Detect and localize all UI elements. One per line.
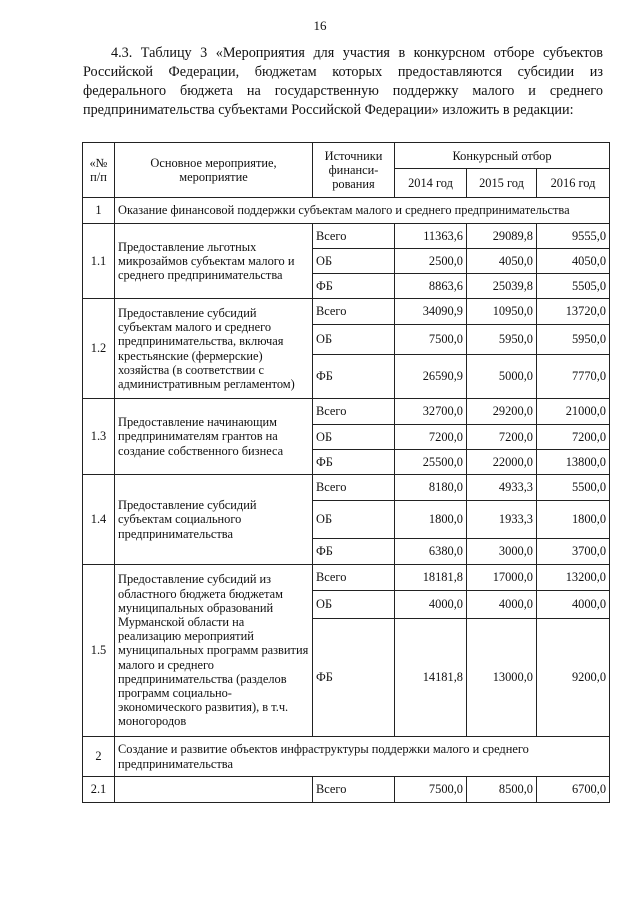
value-2016: 13800,0 <box>537 450 610 475</box>
value-2014: 2500,0 <box>395 249 467 274</box>
value-2014: 7500,0 <box>395 325 467 355</box>
header-2016: 2016 год <box>537 169 610 198</box>
value-2014: 4000,0 <box>395 591 467 619</box>
value-2016: 21000,0 <box>537 399 610 425</box>
value-2016: 3700,0 <box>537 539 610 565</box>
table-row <box>83 299 610 325</box>
value-2015: 5000,0 <box>467 355 537 399</box>
value-2016: 9200,0 <box>537 619 610 737</box>
row-activity: Предоставление субсидий субъектам малого и среднего предпринимательства, включая крестьянские (фермерские) хозяйства (в соответствии с административным регламентом) <box>115 299 313 399</box>
table-header-row <box>83 143 610 169</box>
row-num: 1.4 <box>83 475 115 565</box>
row-activity: Предоставление начинающим предпринимателям грантов на создание собственного бизнеса <box>115 399 313 475</box>
table-row <box>83 224 610 249</box>
section-num: 2 <box>83 737 115 777</box>
value-2016: 7770,0 <box>537 355 610 399</box>
value-2015: 4933,3 <box>467 475 537 501</box>
row-activity: Предоставление субсидий субъектам социального предпринимательства <box>115 475 313 565</box>
value-2015: 13000,0 <box>467 619 537 737</box>
value-2014: 18181,8 <box>395 565 467 591</box>
value-2016: 6700,0 <box>537 777 610 803</box>
value-2014: 7200,0 <box>395 425 467 450</box>
row-activity <box>115 777 313 803</box>
header-num: «№ п/п <box>83 143 115 198</box>
value-2014: 32700,0 <box>395 399 467 425</box>
header-competition: Конкурсный отбор <box>395 143 610 169</box>
row-source: ФБ <box>313 274 395 299</box>
table-row <box>83 399 610 425</box>
section-row-1 <box>83 198 610 224</box>
value-2016: 1800,0 <box>537 501 610 539</box>
row-activity: Предоставление льготных микрозаймов субъектам малого и среднего предпринимательства <box>115 224 313 299</box>
row-source: Всего <box>313 777 395 803</box>
row-num: 2.1 <box>83 777 115 803</box>
value-2014: 11363,6 <box>395 224 467 249</box>
header-2014: 2014 год <box>395 169 467 198</box>
value-2016: 7200,0 <box>537 425 610 450</box>
competition-table <box>82 142 610 803</box>
table-row <box>83 475 610 501</box>
value-2016: 4050,0 <box>537 249 610 274</box>
value-2015: 4050,0 <box>467 249 537 274</box>
section-title: Оказание финансовой поддержки субъектам малого и среднего предпринимательства <box>115 198 610 224</box>
section-num: 1 <box>83 198 115 224</box>
header-source: Источники финанси-рования <box>313 143 395 198</box>
value-2015: 4000,0 <box>467 591 537 619</box>
table-row <box>83 565 610 591</box>
value-2014: 6380,0 <box>395 539 467 565</box>
value-2015: 3000,0 <box>467 539 537 565</box>
value-2015: 17000,0 <box>467 565 537 591</box>
value-2016: 4000,0 <box>537 591 610 619</box>
value-2015: 29089,8 <box>467 224 537 249</box>
value-2015: 25039,8 <box>467 274 537 299</box>
row-source: ФБ <box>313 355 395 399</box>
value-2015: 10950,0 <box>467 299 537 325</box>
value-2015: 1933,3 <box>467 501 537 539</box>
row-source: Всего <box>313 299 395 325</box>
table-row <box>83 777 610 803</box>
row-num: 1.1 <box>83 224 115 299</box>
row-source: ОБ <box>313 249 395 274</box>
value-2016: 13720,0 <box>537 299 610 325</box>
value-2014: 1800,0 <box>395 501 467 539</box>
row-num: 1.5 <box>83 565 115 737</box>
value-2015: 8500,0 <box>467 777 537 803</box>
value-2014: 14181,8 <box>395 619 467 737</box>
row-num: 1.2 <box>83 299 115 399</box>
row-source: Всего <box>313 565 395 591</box>
value-2014: 26590,9 <box>395 355 467 399</box>
header-2015: 2015 год <box>467 169 537 198</box>
row-source: ОБ <box>313 591 395 619</box>
value-2014: 7500,0 <box>395 777 467 803</box>
page-number: 16 <box>313 18 327 33</box>
row-num: 1.3 <box>83 399 115 475</box>
row-source: ФБ <box>313 539 395 565</box>
section-title: Создание и развитие объектов инфраструктуры поддержки малого и среднего предпринимательства <box>115 737 610 777</box>
row-source: ОБ <box>313 501 395 539</box>
value-2014: 8863,6 <box>395 274 467 299</box>
value-2015: 5950,0 <box>467 325 537 355</box>
value-2014: 25500,0 <box>395 450 467 475</box>
intro-paragraph: 4.3. Таблицу 3 «Мероприятия для участия в конкурсном отборе субъектов Российской Федерации, бюджетам которых предоставляются субсидии из федерального бюджета на государственную поддержку малого и среднего предпринимательства субъектами Российской Федерации» изложить в редакции: <box>83 45 603 118</box>
row-activity: Предоставление субсидий из областного бюджета бюджетам муниципальных образований Мурманской области на реализацию мероприятий муниципальных программ развития малого и среднего предпринимательства (разделов программ социально-экономического развития), в т.ч. моногородов <box>115 565 313 737</box>
row-source: Всего <box>313 475 395 501</box>
value-2016: 5505,0 <box>537 274 610 299</box>
section-row-2 <box>83 737 610 777</box>
value-2016: 5950,0 <box>537 325 610 355</box>
row-source: ОБ <box>313 325 395 355</box>
row-source: Всего <box>313 224 395 249</box>
value-2016: 9555,0 <box>537 224 610 249</box>
header-activity: Основное мероприятие, мероприятие <box>115 143 313 198</box>
row-source: ФБ <box>313 450 395 475</box>
value-2014: 8180,0 <box>395 475 467 501</box>
value-2015: 22000,0 <box>467 450 537 475</box>
value-2015: 7200,0 <box>467 425 537 450</box>
row-source: ФБ <box>313 619 395 737</box>
row-source: ОБ <box>313 425 395 450</box>
value-2016: 5500,0 <box>537 475 610 501</box>
value-2015: 29200,0 <box>467 399 537 425</box>
row-source: Всего <box>313 399 395 425</box>
value-2014: 34090,9 <box>395 299 467 325</box>
value-2016: 13200,0 <box>537 565 610 591</box>
